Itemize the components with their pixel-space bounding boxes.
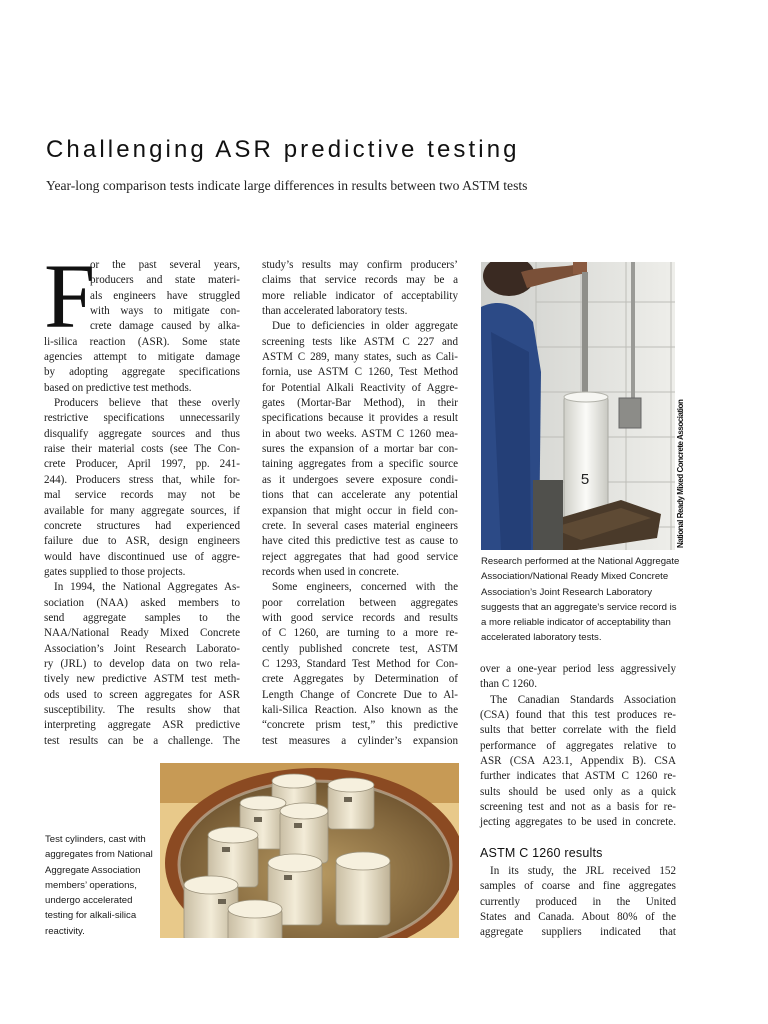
body-line: Due to deficiencies in older aggregate <box>272 320 458 333</box>
body-line: raise their material costs (see The Con- <box>44 443 240 456</box>
body-line: currently produced in the United <box>480 895 676 908</box>
cylinder-number: 5 <box>580 471 590 488</box>
body-line: as it undergoes severe exposure condi- <box>262 473 458 486</box>
body-line: claims that service records may be a <box>262 274 458 287</box>
caption-line: Association’s Joint Research Laboratory <box>481 586 653 598</box>
body-line: agencies attempt to mitigate damage <box>44 351 240 364</box>
body-line: of C 1260, are turning to a more re- <box>262 627 458 640</box>
body-line: performance of aggregates relative to <box>480 739 676 752</box>
body-column-3b <box>480 864 676 941</box>
body-line: States and Canada. About 80% of the <box>480 911 676 924</box>
caption-line: accelerated laboratory tests. <box>481 632 602 644</box>
body-line: sures the expansion of a mortar bar con- <box>262 443 458 456</box>
lab-photo <box>481 262 675 550</box>
caption-line: aggregates from National <box>45 849 153 861</box>
body-line: screening test and not as a basis for re- <box>480 801 676 814</box>
body-line: or the past several years, <box>90 259 240 271</box>
body-line: by adopting aggregate specifications <box>44 366 240 379</box>
body-line: “concrete prism test,” this predictive <box>262 719 458 732</box>
body-line: than accelerated laboratory tests. <box>262 305 408 318</box>
body-line: kali-Silica Reaction. Also known as the <box>262 703 458 716</box>
section-heading: ASTM C 1260 results <box>480 846 603 860</box>
body-line: based on predictive test methods. <box>44 381 192 394</box>
body-line: susceptibility. The results show that <box>44 703 240 716</box>
body-line: In its study, the JRL received 152 <box>490 865 676 877</box>
body-column-1 <box>44 245 240 749</box>
cylinders-photo <box>160 763 459 938</box>
body-line: than C 1260. <box>480 678 538 691</box>
body-column-3a <box>480 662 676 831</box>
lab-photo-caption <box>481 554 681 646</box>
body-line: tions that can accelerate any potential <box>262 489 458 502</box>
body-line: crete. In several cases material engineers <box>262 519 458 532</box>
body-line: ry (JRL) to develop data on two rela- <box>44 657 240 670</box>
body-line: available for many aggregate sources, if <box>44 504 240 517</box>
body-line: further indicates that ASTM C 1260 re- <box>480 770 676 783</box>
body-line: specifications because it provides a result <box>262 412 458 425</box>
body-line: aggregate suppliers indicated that <box>480 926 676 939</box>
body-line: Association’s Joint Research Laborato- <box>44 642 240 655</box>
lab-photo-image <box>481 262 675 550</box>
cylinders-photo-image <box>160 763 459 938</box>
body-line: taining aggregates from a specific source <box>262 458 458 471</box>
body-line: ASR (CSA A23.1, Appendix B). CSA <box>480 755 676 768</box>
body-line: gates (Mortar-Bar Method), in their <box>262 397 458 410</box>
body-line: Producers believe that these overly <box>54 397 240 410</box>
body-line: mal service records may not be <box>44 489 240 502</box>
body-line: als engineers have struggled <box>90 289 240 302</box>
article-title: Challenging ASR predictive testing <box>46 136 520 163</box>
body-line: tively new predictive ASTM test meth- <box>44 673 240 686</box>
body-line: test measures a cylinder’s expansion <box>262 734 458 747</box>
body-line: have cited this predictive test as cause to <box>262 535 458 548</box>
body-line: with good service records and results <box>262 611 458 624</box>
body-line: The Canadian Standards Association <box>490 693 676 706</box>
body-line: with ways to mitigate con- <box>90 305 240 318</box>
body-line: cently published concrete test, ASTM <box>262 642 458 655</box>
body-line: sociation (NAA) asked members to <box>44 596 240 609</box>
cylinders-photo-caption <box>45 832 157 939</box>
body-line: for Potential Alkali Reactivity of Aggre- <box>262 381 458 394</box>
body-line: fornia, use ASTM C 1260, Test Method <box>262 366 458 379</box>
body-line: more reliable indicator of acceptability <box>262 289 458 302</box>
body-line: send aggregate samples to the <box>44 611 240 624</box>
body-line: jecting aggregates to be used in concrete. <box>480 816 676 829</box>
body-line: ods used to screen aggregates for ASR <box>44 688 240 701</box>
body-line: 244). Producers stress that, while for- <box>44 473 240 486</box>
photo-credit: National Ready Mixed Concrete Association <box>676 399 685 548</box>
body-line: In 1994, the National Aggregates As- <box>54 581 240 594</box>
caption-line: Test cylinders, cast with <box>45 834 146 845</box>
article-subtitle: Year-long comparison tests indicate large differences in results between two ASTM tests <box>46 178 528 193</box>
body-line: crete Producer, April 1997, pp. 241- <box>44 458 240 471</box>
body-line: reject aggregates that had good service <box>262 550 458 563</box>
caption-line: testing for alkali-silica <box>45 910 137 922</box>
body-line: Some engineers, concerned with the <box>272 581 458 594</box>
body-line: C 1293, Standard Test Method for Con- <box>262 657 458 670</box>
body-line: records when used in concrete. <box>262 565 400 578</box>
body-line: samples of coarse and fine aggregates <box>480 880 676 893</box>
body-line: study’s results may confirm producers’ <box>262 259 458 271</box>
caption-line: undergo accelerated <box>45 895 133 907</box>
body-line: (CSA) found that this test produces re- <box>480 709 676 722</box>
body-line: over a one-year period less aggressively <box>480 663 676 675</box>
body-line: producers and state materi- <box>90 274 240 287</box>
body-line: ASTM C 289, many states, such as Cali- <box>262 351 458 364</box>
body-line: sults that better correlate with the field <box>480 724 676 737</box>
body-line: Length Change of Concrete Due to Al- <box>262 688 458 701</box>
body-line: NAA/National Ready Mixed Concrete <box>44 627 240 640</box>
caption-line: Aggregate Association <box>45 864 141 876</box>
caption-line: reactivity. <box>45 925 85 937</box>
caption-line: a more reliable indicator of acceptability than <box>481 617 671 629</box>
body-line: in about two weeks. ASTM C 1260 mea- <box>262 427 458 440</box>
caption-line: suggests that an aggregate’s service record is <box>481 601 677 613</box>
body-line: sults should be used only as a quick <box>480 785 676 798</box>
body-column-2 <box>262 258 458 749</box>
body-line: test results can be a challenge. The <box>44 734 240 747</box>
drop-cap: F <box>44 245 96 347</box>
body-line: gates supplied to those projects. <box>44 565 186 578</box>
body-line: disqualify aggregate sources and thus <box>44 427 240 440</box>
body-line: restrictive specifications unnecessarily <box>44 412 240 425</box>
body-line: would have discontinued use of aggre- <box>44 550 240 563</box>
body-line: crete damage caused by alka- <box>90 320 240 333</box>
body-line: crete Aggregates by Determination of <box>262 673 458 686</box>
caption-line: members’ operations, <box>45 879 137 891</box>
body-line: concrete structures had experienced <box>44 519 240 532</box>
body-line: screening tests like ASTM C 227 and <box>262 335 458 348</box>
body-line: expansion that might occur in field con- <box>262 504 458 517</box>
body-line: poor correlation between aggregates <box>262 596 458 609</box>
body-line: failure due to ASR, design engineers <box>44 535 240 548</box>
caption-line: Research performed at the National Aggregate <box>481 556 680 567</box>
body-line: interpreting aggregate ASR predictive <box>44 719 240 732</box>
body-line: li-silica reaction (ASR). Some state <box>44 335 240 348</box>
caption-line: Association/National Ready Mixed Concrete <box>481 571 669 583</box>
